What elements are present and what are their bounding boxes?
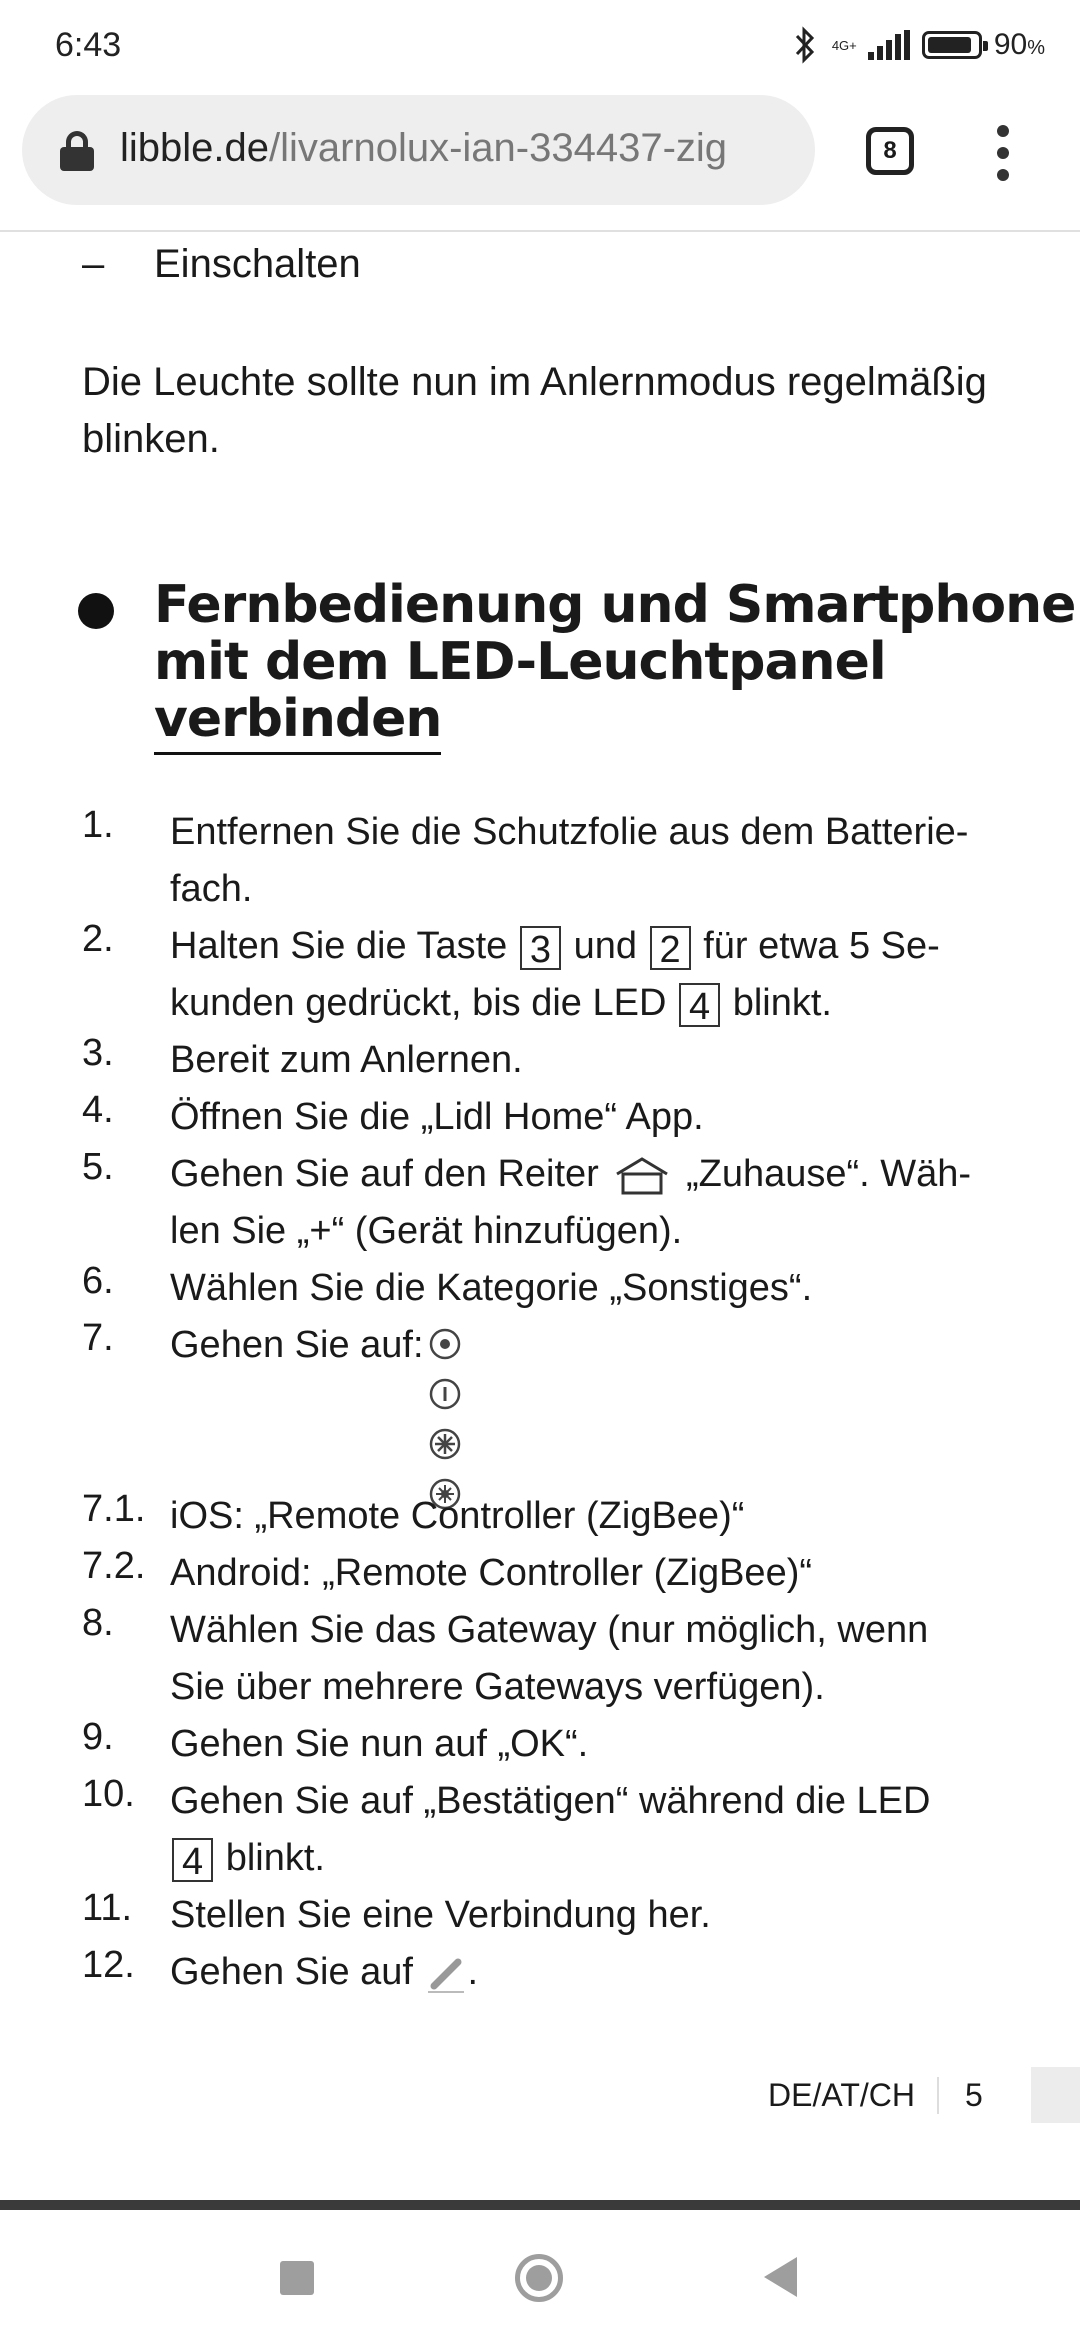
status-icons	[790, 20, 1045, 70]
list-item-text: Einschalten	[154, 242, 361, 286]
brightness-up-icon	[428, 1427, 462, 1461]
battery-percent: 90%	[993, 28, 1045, 61]
status-time: 6:43	[55, 26, 122, 64]
network-type-label: 4G+	[831, 37, 857, 53]
bluetooth-icon	[790, 25, 820, 65]
signal-icon	[868, 30, 910, 60]
page-marker	[1031, 2067, 1080, 2123]
led-4-label: 4	[679, 983, 720, 1027]
status-bar	[0, 0, 1080, 95]
back-icon[interactable]	[764, 2257, 797, 2297]
address-bar[interactable]	[22, 95, 815, 205]
page-bottom-divider	[0, 2200, 1080, 2210]
bullet-icon	[78, 593, 114, 629]
power-button-icon	[428, 1327, 462, 1361]
url-text[interactable]: libble.de/livarnolux-ian-334437-zig	[120, 126, 728, 170]
page-number: 5	[964, 2076, 983, 2113]
home-icon	[613, 1156, 671, 1196]
region-label: DE/AT/CH	[768, 2077, 939, 2114]
key-3-label: 3	[520, 926, 561, 970]
battery-icon	[922, 31, 982, 59]
key-2-label: 2	[650, 926, 691, 970]
off-button-icon	[428, 1377, 462, 1411]
lock-icon[interactable]	[60, 131, 94, 171]
overflow-menu-icon[interactable]	[985, 125, 1021, 181]
page-footer	[768, 2066, 1080, 2124]
paragraph: Die Leuchte sollte nun im Anlernmodus regelmäßig blinken.	[82, 360, 987, 461]
recents-icon[interactable]	[280, 2261, 314, 2295]
home-button-icon[interactable]	[515, 2254, 563, 2302]
led-4-label: 4	[172, 1838, 213, 1882]
browser-toolbar	[0, 95, 1080, 232]
pencil-icon	[424, 1952, 468, 1996]
system-nav-bar	[0, 2210, 1080, 2340]
tab-switcher-button[interactable]: 8	[866, 127, 914, 175]
